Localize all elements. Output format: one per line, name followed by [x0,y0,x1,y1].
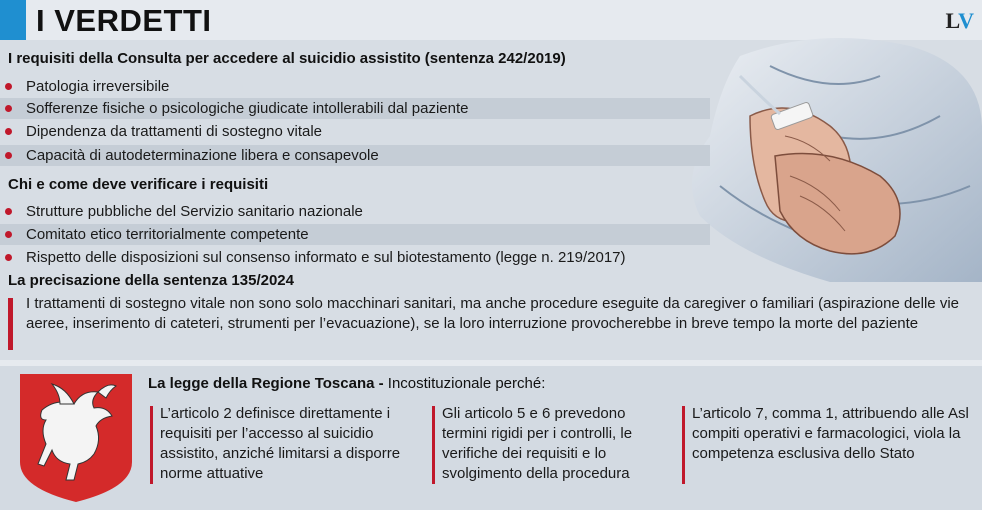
clarification-text: I trattamenti di sostegno vitale non sono solo macchinari sanitari, ma anche procedure eseguite da caregiver o familiari (aspirazione delle vie aeree, inserimento di cateteri, strumenti per l’evacuazione), se la loro interruzione provocherebbe in breve tempo la morte del paziente [26,295,959,332]
regione-toscana-emblem [16,370,136,504]
bullet-icon [5,152,12,159]
hands-illustration [680,36,982,282]
page-title: I VERDETTI [36,3,212,38]
bullet-icon [5,208,12,215]
column-accent-bar [150,406,153,484]
bullet-icon [5,83,12,90]
bullet-icon [5,231,12,238]
bullet-icon [5,105,12,112]
bullet-icon [5,254,12,261]
verification-title: Chi e come deve verificare i requisiti [8,176,269,193]
clarification-title: La precisazione della sentenza 135/2024 [8,272,294,289]
bullet-icon [5,128,12,135]
header [0,0,982,40]
clarification-accent-bar [8,298,13,350]
column-accent-bar [432,406,435,484]
column-accent-bar [682,406,685,484]
publication-logo: LV [945,8,974,33]
header-accent-bar [0,0,26,40]
regional-law-title: La legge della Regione Toscana - Incostituzionale perché: [148,375,546,392]
requirements-title: I requisiti della Consulta per accedere al suicidio assistito (sentenza 242/2019) [8,50,566,67]
